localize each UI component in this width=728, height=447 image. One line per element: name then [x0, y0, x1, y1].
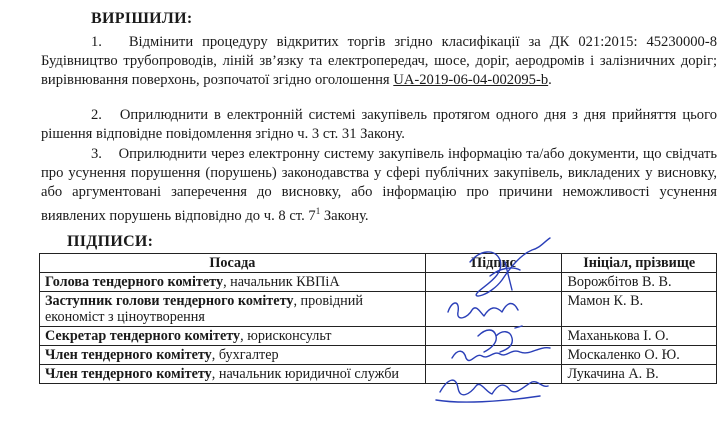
- role-position: , начальник юридичної служби: [211, 366, 400, 382]
- table-row: [40, 346, 717, 365]
- item-text-end: .: [548, 72, 552, 88]
- table-row: [40, 365, 717, 384]
- table-row: [40, 327, 717, 346]
- superscript: 1: [315, 206, 321, 216]
- signature-cell: [425, 273, 562, 292]
- role-title: Голова тендерного комітету: [45, 274, 224, 290]
- role-title: Член тендерного комітету: [45, 347, 212, 363]
- role-title: Заступник голови тендерного комітету: [45, 293, 294, 309]
- name-cell: Ворожбітов В. В.: [562, 273, 717, 292]
- decision-item-3: [41, 145, 717, 226]
- role-position: , начальник КВПіА: [223, 274, 340, 290]
- header-name: Ініціал, прізвище: [562, 254, 717, 273]
- table-row: [40, 292, 717, 327]
- item-text: Оприлюднити через електронну систему закупівель інформацію та/або документи, що свідчать про усунення порушення (порушень) законодавства у сфері публічних закупівель, викладених у висновку, або аргументовані заперечення до висновку, або інформацію про причини неможливості усунення виявлених порушень відповідно до ч. 8 ст. 7: [41, 146, 717, 224]
- signatures-table: [39, 253, 717, 384]
- item-number: 2.: [91, 107, 102, 123]
- signature-5-underline: [436, 396, 540, 402]
- table-header-row: [40, 254, 717, 273]
- role-title: Секретар тендерного комітету: [45, 328, 241, 344]
- signature-cell: [425, 346, 562, 365]
- role-position: , бухгалтер: [211, 347, 279, 363]
- role-position: , юрисконсульт: [240, 328, 332, 344]
- signatures-heading: ПІДПИСИ:: [67, 233, 154, 250]
- position-cell: [40, 365, 426, 384]
- name-cell: Москаленко О. Ю.: [562, 346, 717, 365]
- name-cell: Маханькова І. О.: [562, 327, 717, 346]
- decision-item-2: [41, 106, 717, 144]
- name-cell: Лукачина А. В.: [562, 365, 717, 384]
- tender-id-link[interactable]: UA-2019-06-04-002095-b: [393, 72, 549, 88]
- item-text-end: Закону.: [320, 207, 369, 224]
- role-position: , провідний економіст з ціноутворення: [45, 293, 363, 325]
- signature-cell: [425, 292, 562, 327]
- header-position: Посада: [40, 254, 426, 273]
- name-cell: Мамон К. В.: [562, 292, 717, 327]
- decision-item-1: [41, 33, 717, 90]
- position-cell: [40, 327, 426, 346]
- signature-cell: [425, 327, 562, 346]
- role-title: Член тендерного комітету: [45, 366, 212, 382]
- position-cell: [40, 273, 426, 292]
- decision-heading: ВИРІШИЛИ:: [91, 10, 193, 27]
- item-text: Оприлюднити в електронній системі закупівель протягом одного дня з дня прийняття цього рішення відповідне повідомлення згідно ч. 3 ст. 31 Закону.: [41, 107, 717, 142]
- header-signature: Підпис: [425, 254, 562, 273]
- position-cell: [40, 346, 426, 365]
- item-number: 3.: [91, 146, 102, 162]
- signature-cell: [425, 365, 562, 384]
- item-number: 1.: [91, 34, 102, 50]
- table-row: [40, 273, 717, 292]
- position-cell: [40, 292, 426, 327]
- item-text: Відмінити процедуру відкритих торгів згідно класифікації за ДК 021:2015: 45230000-8 Будівництво трубопроводів, ліній зв’язку та електропередач, шосе, доріг, аеродромів і залізничних доріг; вирівнювання поверхонь, розпочатої згідно оголошення: [41, 34, 717, 88]
